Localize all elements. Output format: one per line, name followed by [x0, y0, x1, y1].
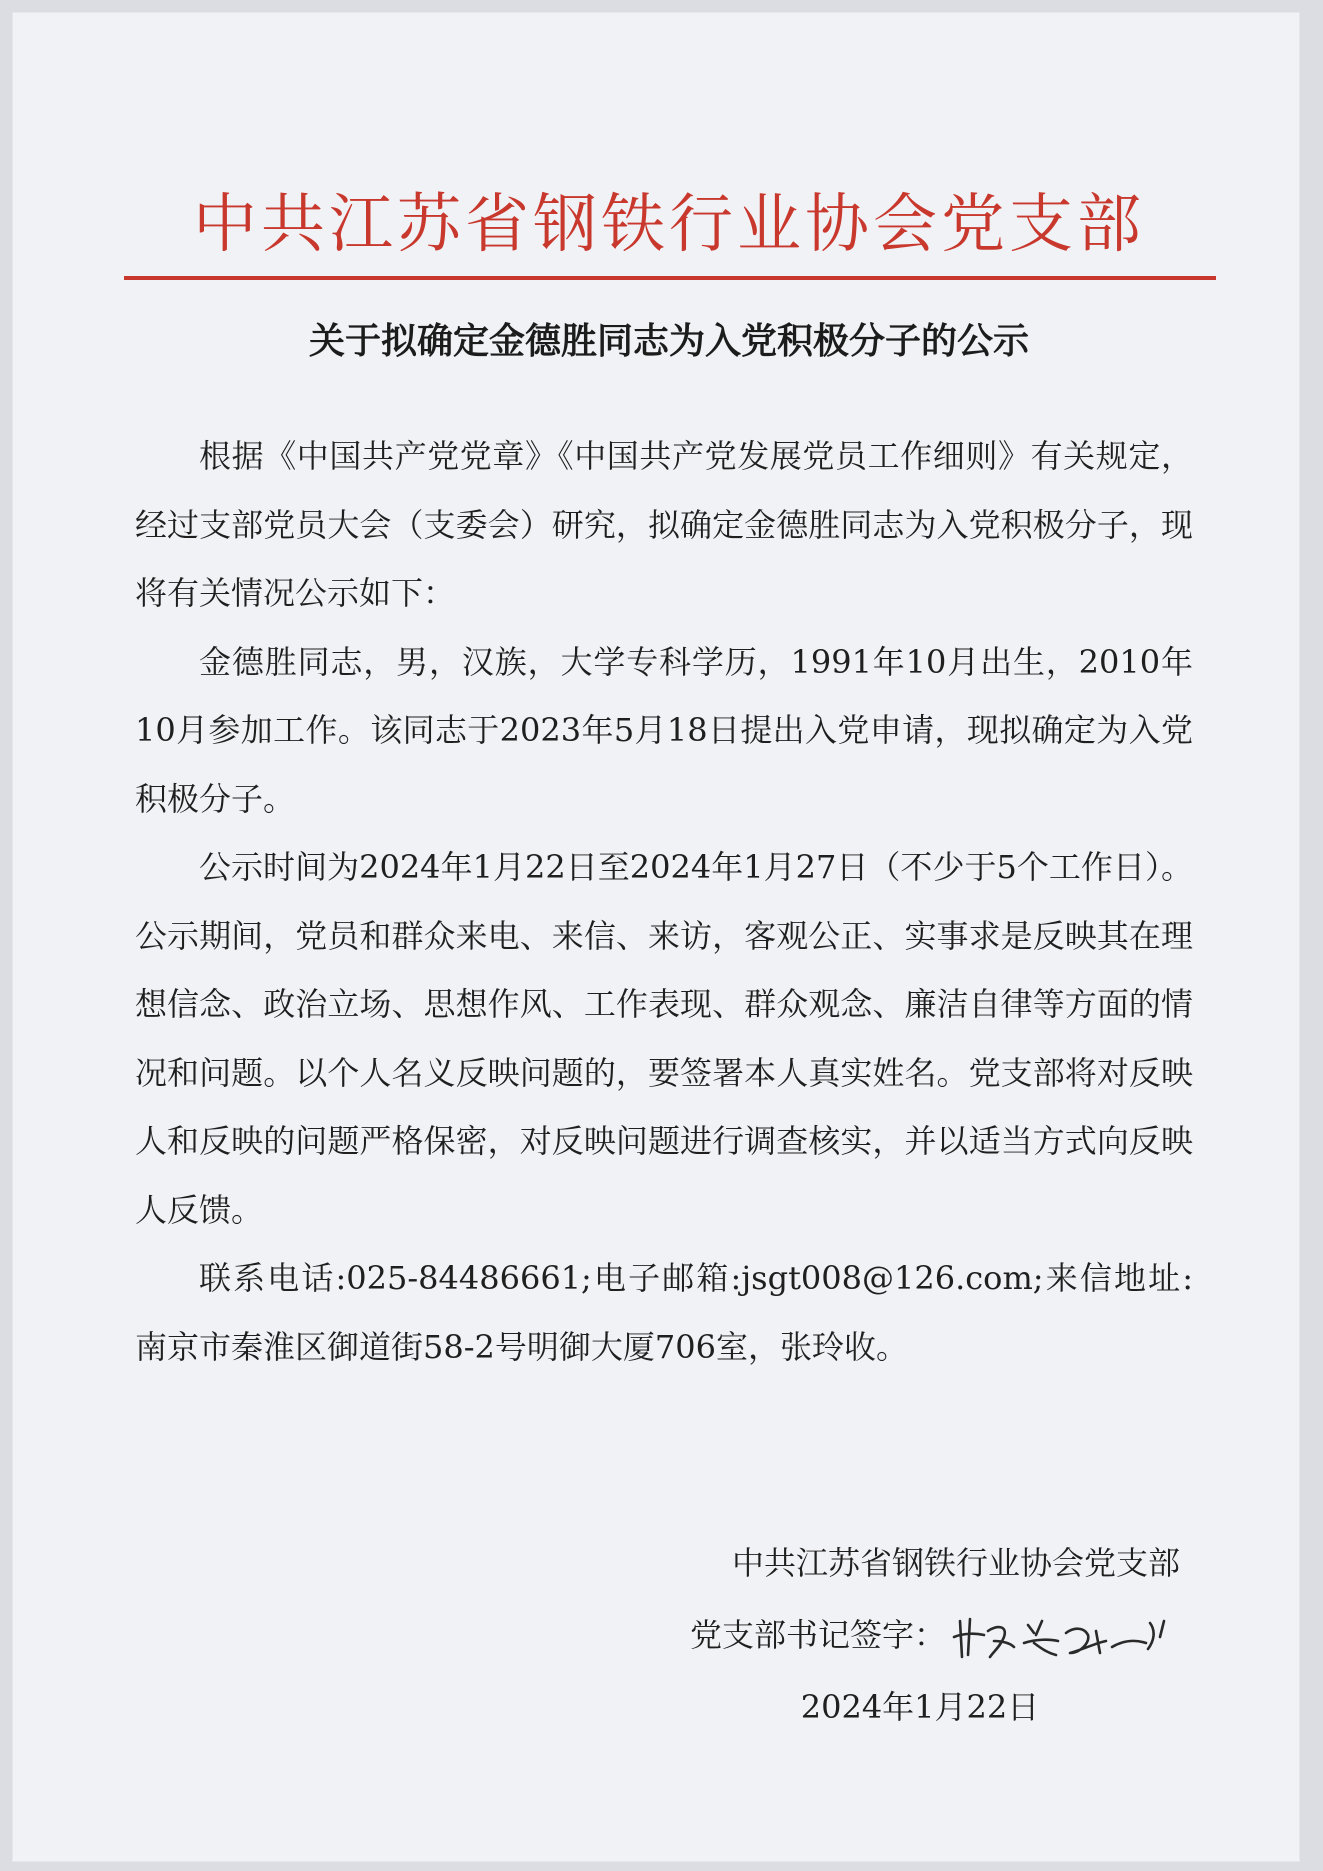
- paragraph-basis: 根据《中国共产党党章》《中国共产党发展党员工作细则》有关规定，经过支部党员大会（支委会）研究，拟确定金德胜同志为入党积极分子，现将有关情况公示如下：: [135, 437, 1193, 612]
- letterhead-title: 中共江苏省钢铁行业协会党支部: [193, 188, 1145, 262]
- paragraph-publicity-period: 公示时间为2024年1月22日至2024年1月27日（不少于5个工作日）。公示期间，党员和群众来电、来信、来访，客观公正、实事求是反映其在理想信念、政治立场、思想作风、工作表现、群众观念、廉洁自律等方面的情况和问题。以个人名义反映问题的，要签署本人真实姓名。党支部将对反映人和反映的问题严格保密，对反映问题进行调查核实，并以适当方式向反映人反馈。: [135, 848, 1193, 1229]
- signing-organization: 中共江苏省钢铁行业协会党支部: [731, 1544, 1180, 1582]
- handwritten-signature: [950, 1613, 1180, 1663]
- secretary-signature-line: [620, 1599, 1180, 1671]
- secretary-signature-label: 党支部书记签字：: [689, 1616, 946, 1654]
- paragraph-candidate-info: 金德胜同志，男，汉族，大学专科学历，1991年10月出生，2010年10月参加工作。该同志于2023年5月18日提出入党申请，现拟确定为入党积极分子。: [135, 642, 1193, 818]
- notice-body: [135, 422, 1193, 1381]
- signing-date: 2024年1月22日: [800, 1688, 1040, 1726]
- document-page: [12, 12, 1300, 1862]
- paragraph-contact-info: 联系电话:025-84486661;电子邮箱:jsgt008@126.com;来信地址:南京市秦淮区御道街58-2号明御大厦706室，张玲收。: [135, 1259, 1193, 1366]
- letterhead-rule: [124, 276, 1216, 280]
- signature-block: [620, 1527, 1180, 1743]
- notice-title: 关于拟确定金德胜同志为入党积极分子的公示: [308, 321, 1029, 362]
